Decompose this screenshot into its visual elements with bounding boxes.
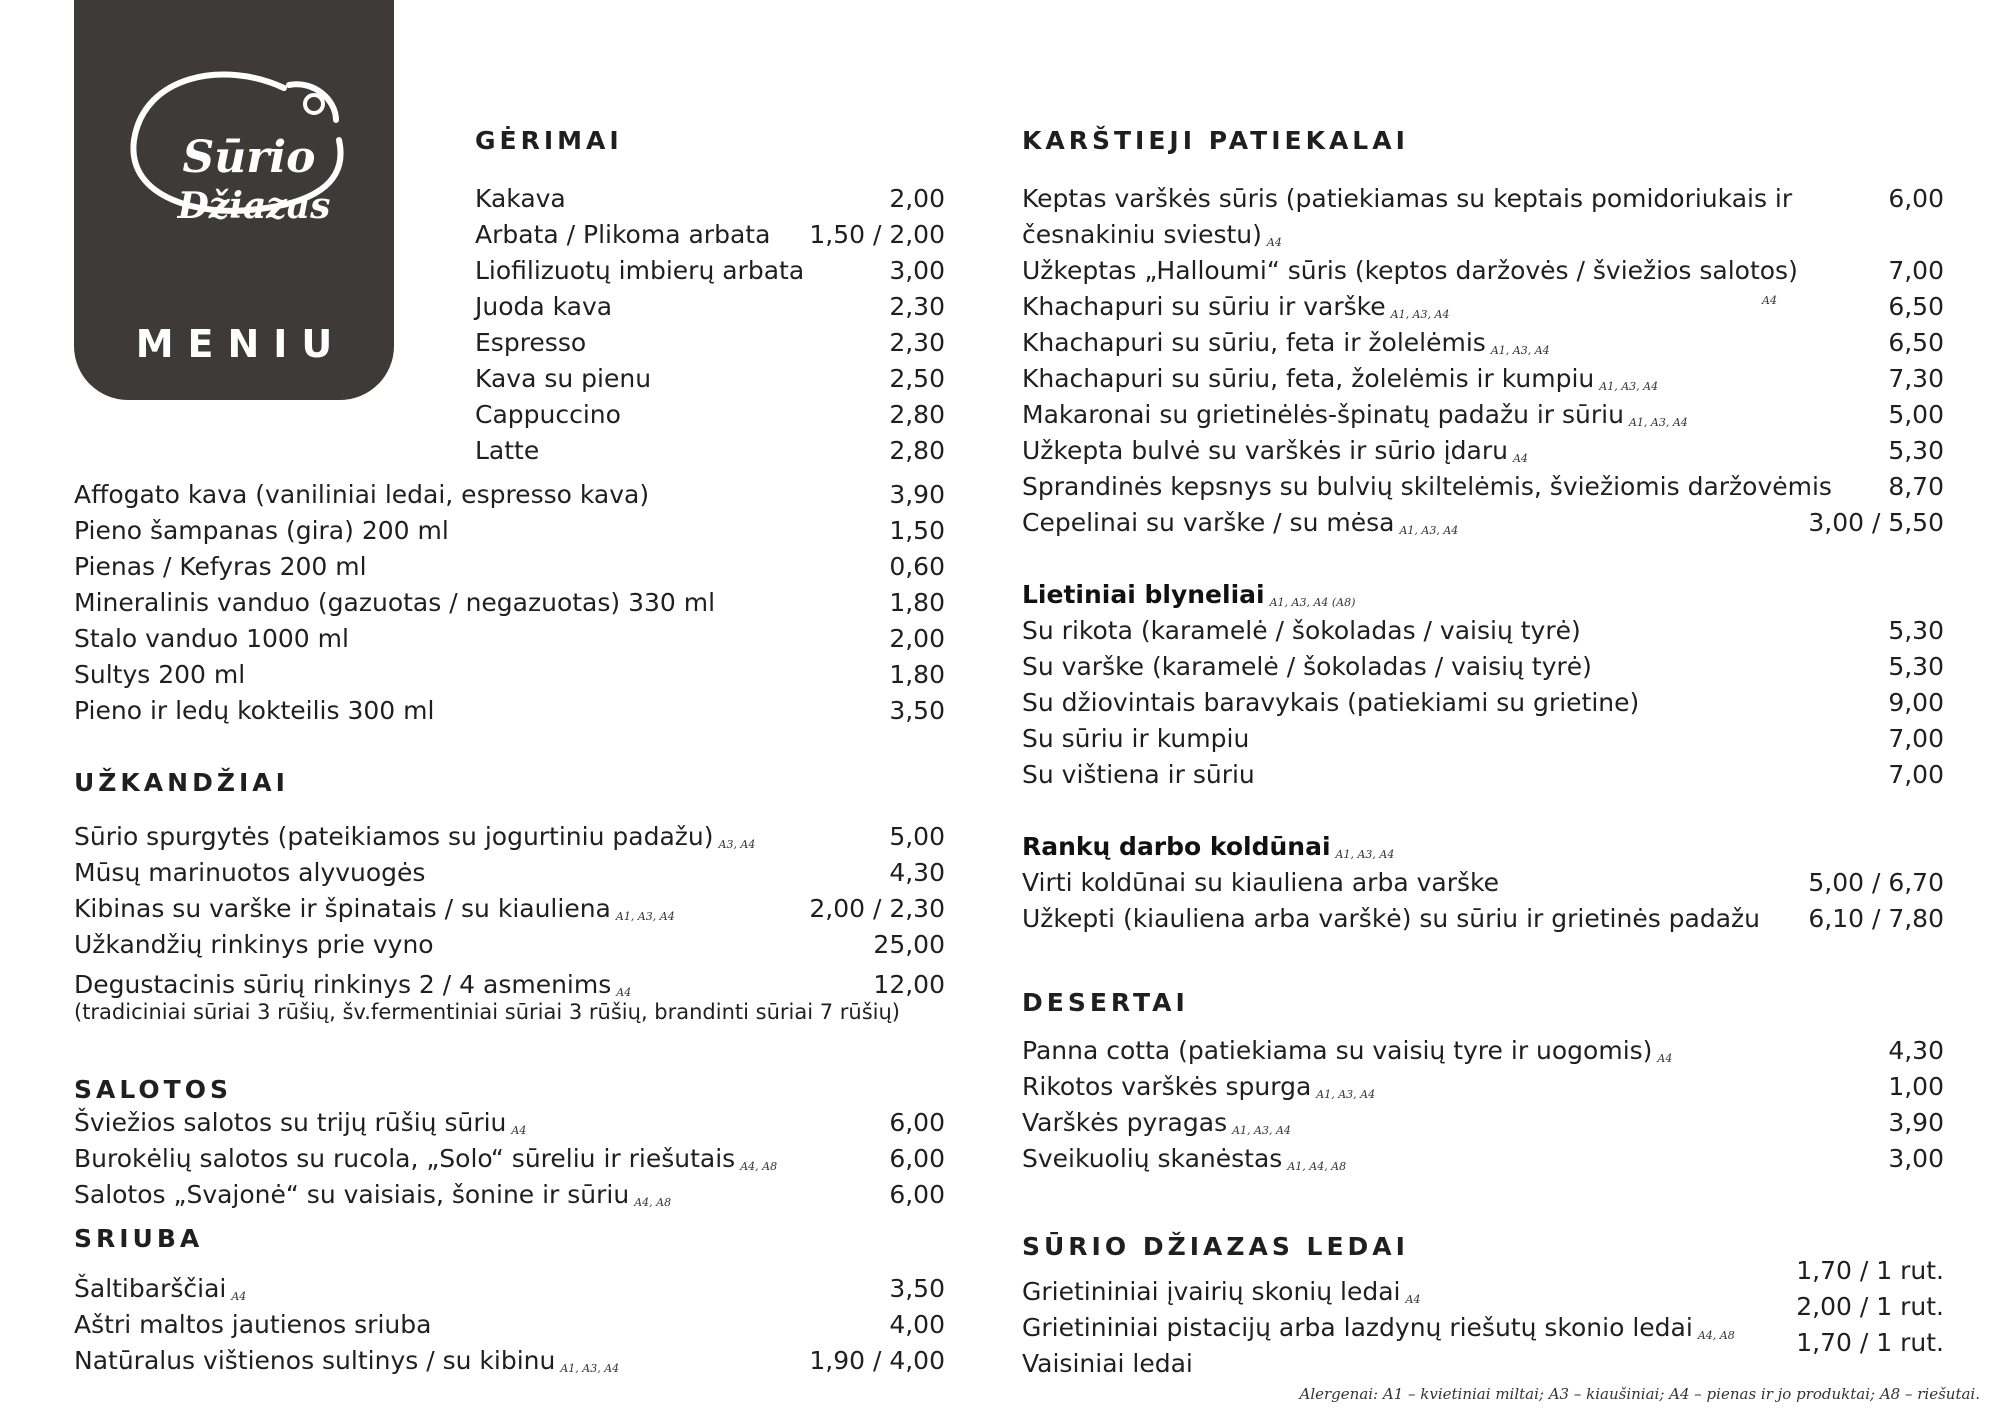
allergen-codes: A1, A3, A4: [1599, 380, 1659, 393]
item-price: 6,50: [1888, 292, 1944, 321]
item-price: 1,00: [1888, 1072, 1944, 1101]
item-name: česnakiniu sviestu): [1022, 220, 1262, 249]
menu-item: [1022, 326, 1944, 360]
menu-item: [1022, 902, 1944, 936]
item-price: 12,00: [873, 970, 945, 999]
item-name: Degustacinis sūrių rinkinys 2 / 4 asmenims: [74, 970, 612, 999]
section-title-desertai: DESERTAI: [1022, 988, 1189, 1017]
item-name: Khachapuri su sūriu, feta ir žolelėmis: [1022, 328, 1486, 357]
allergen-codes: A4, A8: [740, 1160, 778, 1173]
item-name: Arbata / Plikoma arbata: [475, 220, 771, 249]
item-price: 8,70: [1888, 472, 1944, 501]
item-name: Varškės pyragas: [1022, 1108, 1228, 1137]
allergen-codes: A3, A4: [718, 838, 756, 851]
item-price: 6,50: [1888, 328, 1944, 357]
item-name: Keptas varškės sūris (patiekiamas su keptais pomidoriukais ir: [1022, 184, 1793, 213]
item-price: 9,00: [1888, 688, 1944, 717]
menu-item: [1022, 1070, 1944, 1104]
item-price: 6,00: [1888, 184, 1944, 213]
item-price: 2,80: [889, 436, 945, 465]
item-name: Sveikuolių skanėstas: [1022, 1144, 1283, 1173]
menu-item: [74, 1178, 945, 1212]
section-title-ledai: SŪRIO DŽIAZAS LEDAI: [1022, 1232, 1409, 1261]
item-name: Rikotos varškės spurga: [1022, 1072, 1312, 1101]
item-name: Sprandinės kepsnys su bulvių skiltelėmis, šviežiomis daržovėmis: [1022, 472, 1832, 501]
item-name: Affogato kava (vaniliniai ledai, espresso kava): [74, 480, 650, 509]
allergen-codes: A1, A3, A4: [1399, 524, 1459, 537]
item-price: 6,00: [889, 1180, 945, 1209]
item-price: 2,50: [889, 364, 945, 393]
allergen-codes: A1, A3, A4: [1335, 848, 1395, 861]
allergen-codes: A1, A3, A4: [615, 910, 675, 923]
item-price: 5,00: [889, 822, 945, 851]
item-name: Šviežios salotos su trijų rūšių sūriu: [74, 1108, 507, 1137]
item-price: 0,60: [889, 552, 945, 581]
menu-item: [1022, 686, 1944, 720]
menu-item: [475, 254, 945, 288]
item-name: Sultys 200 ml: [74, 660, 246, 689]
item-name: Vaisiniai ledai: [1022, 1349, 1193, 1378]
item-name: Užkepti (kiauliena arba varškė) su sūriu ir grietinės padažu: [1022, 904, 1761, 933]
section-title-gerimai: GĖRIMAI: [475, 126, 623, 155]
item-name: Juoda kava: [475, 292, 613, 321]
allergen-codes: A4, A8: [634, 1196, 672, 1209]
menu-item: [1022, 362, 1944, 396]
allergen-codes: A4: [511, 1124, 527, 1137]
item-price: 3,50: [889, 696, 945, 725]
allergen-codes: A1, A3, A4: [560, 1362, 620, 1375]
menu-item: [74, 694, 945, 728]
menu-item: [475, 182, 945, 216]
menu-item: [1022, 1034, 1944, 1068]
item-price: 2,30: [889, 292, 945, 321]
item-price: 4,00: [889, 1310, 945, 1339]
item-name: Grietininiai įvairių skonių ledai: [1022, 1277, 1401, 1306]
item-name: Su varške (karamelė / šokoladas / vaisių tyrė): [1022, 652, 1592, 681]
item-name: Užkepta bulvė su varškės ir sūrio įdaru: [1022, 436, 1508, 465]
menu-item: [74, 968, 945, 1002]
allergen-codes: A1, A3, A4: [1390, 308, 1450, 321]
item-name: Makaronai su grietinėlės-špinatų padažu ir sūriu: [1022, 400, 1624, 429]
allergen-codes: A1, A4, A8: [1287, 1160, 1347, 1173]
allergen-codes: A4: [1762, 294, 1777, 307]
allergen-codes: A4, A8: [1697, 1329, 1735, 1342]
item-price: 6,10 / 7,80: [1808, 904, 1944, 933]
item-name: Pieno šampanas (gira) 200 ml: [74, 516, 449, 545]
cheese-logo-icon: [74, 0, 394, 300]
menu-item: [74, 1308, 945, 1342]
item-name: Su vištiena ir sūriu: [1022, 760, 1255, 789]
item-name: Burokėlių salotos su rucola, „Solo“ sūreliu ir riešutais: [74, 1144, 736, 1173]
item-name: Su džiovintais baravykais (patiekiami su grietine): [1022, 688, 1640, 717]
menu-item: [74, 892, 945, 926]
menu-item: [1022, 722, 1944, 756]
menu-item: [1022, 650, 1944, 684]
allergen-codes: A1, A3, A4: [1490, 344, 1550, 357]
item-price: 5,00 / 6,70: [1808, 868, 1944, 897]
item-price: 5,00: [1888, 400, 1944, 429]
item-price: 5,30: [1888, 436, 1944, 465]
item-price: 3,90: [1888, 1108, 1944, 1137]
section-title-sriuba: SRIUBA: [74, 1224, 204, 1253]
menu-item: [74, 1106, 945, 1140]
menu-item: [74, 1142, 945, 1176]
menu-item-continuation: [1022, 218, 1944, 252]
allergen-codes: A1, A3, A4: [1232, 1124, 1291, 1137]
menu-item: [74, 514, 945, 548]
item-price: 25,00: [873, 930, 945, 959]
item-name: Su rikota (karamelė / šokoladas / vaisių tyrė): [1022, 616, 1581, 645]
menu-item: [74, 1272, 945, 1306]
item-name: Pienas / Kefyras 200 ml: [74, 552, 367, 581]
menu-item: [74, 622, 945, 656]
item-name: Užkeptas „Halloumi“ sūris (keptos daržovės / šviežios salotos): [1022, 256, 1798, 285]
menu-title: MENIU: [135, 322, 347, 366]
section-title-karstieji: KARŠTIEJI PATIEKALAI: [1022, 126, 1409, 155]
menu-item: [475, 218, 945, 252]
item-price: 4,30: [1888, 1036, 1944, 1065]
allergen-codes: A4: [1405, 1293, 1421, 1306]
menu-item: [1022, 1275, 1742, 1309]
item-price: 2,30: [889, 328, 945, 357]
menu-item: [1022, 1311, 1742, 1345]
item-name: Užkandžių rinkinys prie vyno: [74, 930, 434, 959]
subsection-title-koldunai: Rankų darbo koldūnai A1, A3, A4: [1022, 832, 1395, 861]
item-price: 3,00: [1888, 1144, 1944, 1173]
menu-item: [74, 478, 945, 512]
item-name: Natūralus vištienos sultinys / su kibinu: [74, 1346, 556, 1375]
item-price: 5,30: [1888, 652, 1944, 681]
item-name: Salotos „Svajonė“ su vaisiais, šonine ir sūriu: [74, 1180, 630, 1209]
item-name: Latte: [475, 436, 540, 465]
menu-item: [1022, 290, 1944, 324]
item-price: 3,50: [889, 1274, 945, 1303]
section-title-uzkandziai: UŽKANDŽIAI: [74, 768, 289, 797]
item-name: Espresso: [475, 328, 587, 357]
menu-item: [1022, 1106, 1944, 1140]
menu-item: [74, 550, 945, 584]
item-price: 3,00: [889, 256, 945, 285]
item-name: Cepelinai su varške / su mėsa: [1022, 508, 1395, 537]
allergen-codes: A4: [1266, 236, 1282, 249]
menu-item: [1022, 866, 1944, 900]
item-name: Stalo vanduo 1000 ml: [74, 624, 349, 653]
allergen-codes: A4: [1657, 1052, 1673, 1065]
item-price: 1,50: [889, 516, 945, 545]
item-price: 1,50 / 2,00: [809, 220, 945, 249]
item-name: Mūsų marinuotos alyvuogės: [74, 858, 426, 887]
item-price: 1,80: [889, 660, 945, 689]
logo-line1: Sūrio: [182, 132, 316, 183]
item-price: 1,80: [889, 588, 945, 617]
menu-item: [74, 856, 945, 890]
item-name: Virti koldūnai su kiauliena arba varške: [1022, 868, 1499, 897]
item-price: 2,00: [889, 624, 945, 653]
item-price: 6,00: [889, 1144, 945, 1173]
item-price: 1,90 / 4,00: [809, 1346, 945, 1375]
item-name: Kakava: [475, 184, 566, 213]
item-name: Liofilizuotų imbierų arbata: [475, 256, 805, 285]
menu-item: [1022, 614, 1944, 648]
item-price: 4,30: [889, 858, 945, 887]
menu-item: [74, 586, 945, 620]
item-name: Panna cotta (patiekiama su vaisių tyre ir uogomis): [1022, 1036, 1653, 1065]
menu-item: [475, 326, 945, 360]
menu-item: [74, 658, 945, 692]
menu-item: [1022, 182, 1944, 216]
item-price: 1,70 / 1 rut.: [1796, 1328, 1944, 1357]
item-name: Sūrio spurgytės (pateikiamos su jogurtiniu padažu): [74, 822, 714, 851]
allergen-legend: Alergenai: A1 – kvietiniai miltai; A3 – kiaušiniai; A4 – pienas ir jo produktai; A8 – riešutai.: [1299, 1385, 1980, 1403]
menu-item: [1022, 1347, 1742, 1381]
logo-block: [74, 0, 394, 400]
allergen-codes: A4: [1512, 452, 1528, 465]
subsection-title-blyneliai: Lietiniai blyneliai A1, A3, A4 (A8): [1022, 580, 1356, 609]
allergen-codes: A1, A3, A4 (A8): [1269, 596, 1356, 609]
menu-item: [74, 1344, 945, 1378]
item-price: 1,70 / 1 rut.: [1796, 1256, 1944, 1285]
tasting-note: (tradiciniai sūriai 3 rūšių, šv.fermentiniai sūriai 3 rūšių, brandinti sūriai 7 rūšių): [74, 1000, 901, 1024]
item-name: Mineralinis vanduo (gazuotas / negazuotas) 330 ml: [74, 588, 716, 617]
item-price: 2,00: [889, 184, 945, 213]
item-name: Kibinas su varške ir špinatais / su kiauliena: [74, 894, 611, 923]
item-name: Pieno ir ledų kokteilis 300 ml: [74, 696, 435, 725]
menu-item: [475, 290, 945, 324]
item-price: 5,30: [1888, 616, 1944, 645]
allergen-codes: A1, A3, A4: [1628, 416, 1688, 429]
menu-item: [1022, 470, 1944, 504]
item-price: 7,30: [1888, 364, 1944, 393]
item-name: Šaltibarščiai: [74, 1274, 227, 1303]
section-title-salotos: SALOTOS: [74, 1075, 232, 1104]
menu-item: [1022, 506, 1944, 540]
item-price: 6,00: [889, 1108, 945, 1137]
menu-item: [1022, 254, 1944, 288]
logo-line2: Džiazas: [177, 185, 331, 227]
menu-item: [74, 820, 945, 854]
item-price: 3,00 / 5,50: [1808, 508, 1944, 537]
item-price: 3,90: [889, 480, 945, 509]
allergen-codes: A4: [231, 1290, 247, 1303]
menu-item: [475, 434, 945, 468]
item-price: 7,00: [1888, 724, 1944, 753]
item-name: Cappuccino: [475, 400, 621, 429]
item-name: Su sūriu ir kumpiu: [1022, 724, 1250, 753]
allergen-codes: A4: [616, 986, 632, 999]
menu-item: [1022, 758, 1944, 792]
menu-item: [475, 362, 945, 396]
item-price: 2,80: [889, 400, 945, 429]
item-name: Grietininiai pistacijų arba lazdynų riešutų skonio ledai: [1022, 1313, 1693, 1342]
item-name: Khachapuri su sūriu, feta, žolelėmis ir kumpiu: [1022, 364, 1595, 393]
menu-item: [1022, 434, 1944, 468]
item-price: 2,00 / 2,30: [809, 894, 945, 923]
menu-item: [1022, 1142, 1944, 1176]
item-price: 7,00: [1888, 760, 1944, 789]
item-price: 7,00: [1888, 256, 1944, 285]
menu-item: [475, 398, 945, 432]
allergen-codes: A1, A3, A4: [1316, 1088, 1376, 1101]
item-name: Aštri maltos jautienos sriuba: [74, 1310, 432, 1339]
menu-item: [74, 928, 945, 962]
menu-item: [1022, 398, 1944, 432]
item-name: Kava su pienu: [475, 364, 652, 393]
item-name: Khachapuri su sūriu ir varške: [1022, 292, 1386, 321]
item-price: 2,00 / 1 rut.: [1796, 1292, 1944, 1321]
